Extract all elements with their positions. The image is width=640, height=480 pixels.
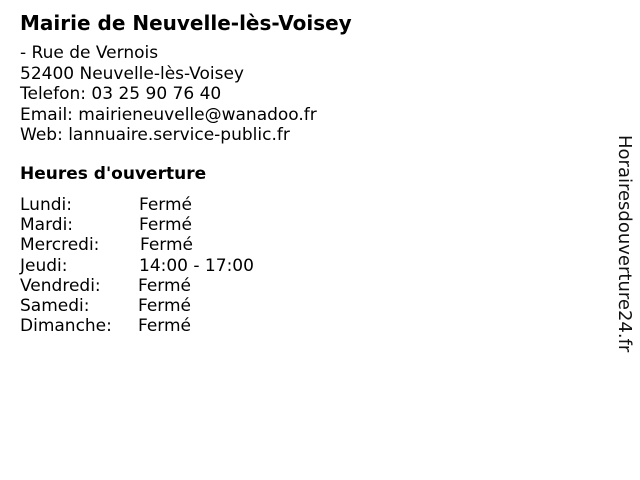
site-watermark: Horairesdouverture24.fr xyxy=(614,135,635,353)
day-hours: Fermé xyxy=(139,195,193,215)
city-postal-code: 52400 Neuvelle-lès-Voisey xyxy=(20,63,244,84)
email-address: Email: mairieneuvelle@wanadoo.fr xyxy=(20,104,317,125)
day-label: Mardi: xyxy=(20,215,74,236)
day-label: Mercredi: xyxy=(20,235,100,256)
day-hours: Fermé xyxy=(138,316,192,337)
day-hours: Fermé xyxy=(138,295,192,316)
website: Web: lannuaire.service-public.fr xyxy=(20,125,290,145)
street-address: - Rue de Vernois xyxy=(20,43,159,63)
day-hours: Fermé xyxy=(139,215,193,236)
phone-number: Telefon: 03 25 90 76 40 xyxy=(20,84,222,104)
day-label: Lundi: xyxy=(20,195,72,215)
day-label: Vendredi: xyxy=(20,275,101,296)
day-hours: Fermé xyxy=(140,235,194,256)
day-hours: 14:00 - 17:00 xyxy=(139,255,254,276)
page-title: Mairie de Neuvelle-lès-Voisey xyxy=(20,11,352,35)
address-block xyxy=(20,43,317,146)
day-label: Dimanche: xyxy=(20,316,112,337)
day-label: Jeudi: xyxy=(20,255,68,276)
opening-hours-heading: Heures d'ouverture xyxy=(20,164,207,184)
day-hours: Fermé xyxy=(138,275,192,296)
day-label: Samedi: xyxy=(20,295,90,316)
